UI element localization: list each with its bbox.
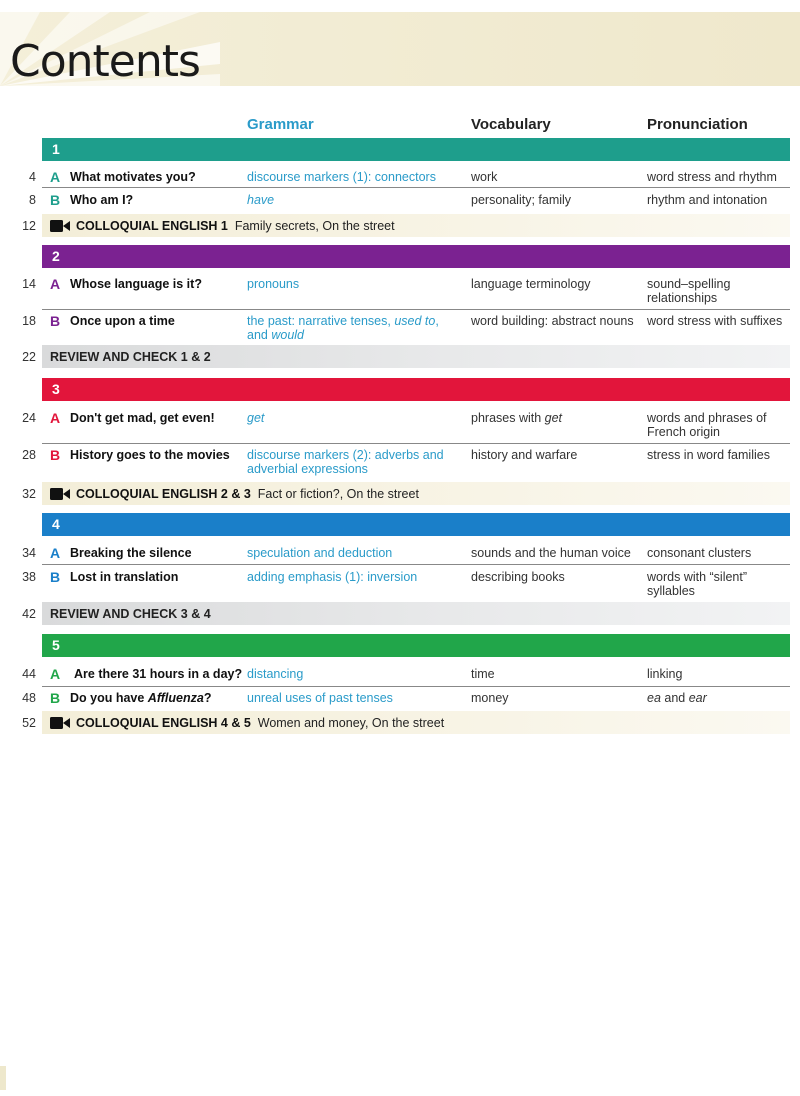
page-number: 38 bbox=[22, 570, 36, 584]
vocabulary-topic: sounds and the human voice bbox=[471, 546, 631, 560]
lesson-letter: B bbox=[50, 313, 61, 329]
pronunciation-topic bbox=[647, 691, 795, 705]
vocabulary-topic: money bbox=[471, 691, 509, 705]
pronunciation-topic: words and phrases of French origin bbox=[647, 411, 767, 439]
video-camera-icon bbox=[50, 220, 70, 232]
vocabulary-topic: language terminology bbox=[471, 277, 591, 291]
row-divider bbox=[42, 564, 790, 565]
grammar-topic: speculation and deduction bbox=[247, 546, 393, 560]
column-header-grammar: Grammar bbox=[247, 116, 314, 133]
colloquial-description: Women and money, On the street bbox=[257, 716, 445, 730]
grammar-text: the past: narrative tenses, bbox=[247, 314, 395, 328]
vocabulary-topic: word building: abstract nouns bbox=[471, 314, 634, 328]
grammar-topic: get bbox=[247, 411, 265, 425]
review-and-check-3-4-strip[interactable]: REVIEW AND CHECK 3 & 4 bbox=[42, 602, 790, 625]
vocabulary-italic-term: get bbox=[544, 411, 563, 425]
pronunciation-topic: consonant clusters bbox=[647, 546, 752, 560]
grammar-topic: unreal uses of past tenses bbox=[247, 691, 393, 705]
grammar-topic bbox=[247, 314, 462, 342]
lesson-title-text: ? bbox=[203, 691, 212, 705]
colloquial-description: Fact or fiction?, On the street bbox=[257, 487, 419, 501]
grammar-topic: discourse markers (1): connectors bbox=[247, 170, 436, 184]
pronunciation-italic-term: ea bbox=[647, 691, 661, 705]
vocabulary-topic: describing books bbox=[471, 570, 565, 584]
colloquial-label: COLLOQUIAL ENGLISH 1 bbox=[76, 219, 228, 233]
colloquial-english-2-3-strip[interactable] bbox=[42, 482, 790, 505]
grammar-topic: distancing bbox=[247, 667, 304, 681]
unit-2-banner[interactable]: 2 bbox=[42, 245, 790, 268]
pronunciation-topic: linking bbox=[647, 667, 683, 681]
vocabulary-topic: work bbox=[471, 170, 498, 184]
pronunciation-topic: word stress and rhythm bbox=[647, 170, 777, 184]
page-title: Contents bbox=[10, 36, 200, 86]
unit-1-banner[interactable]: 1 bbox=[42, 138, 790, 161]
page-edge-mark bbox=[0, 1066, 6, 1090]
lesson-title-italic: Affluenza bbox=[147, 691, 204, 705]
grammar-topic: have bbox=[247, 193, 275, 207]
pronunciation-topic: sound–spelling relationships bbox=[647, 277, 731, 305]
grammar-text: , and bbox=[247, 314, 439, 342]
grammar-topic: adding emphasis (1): inversion bbox=[247, 570, 418, 584]
pronunciation-topic: rhythm and intonation bbox=[647, 193, 768, 207]
colloquial-english-4-5-strip[interactable] bbox=[42, 711, 790, 734]
page-number: 32 bbox=[22, 487, 36, 501]
lesson-letter: A bbox=[50, 666, 61, 682]
lesson-title: What motivates you? bbox=[70, 170, 196, 184]
page-number: 28 bbox=[22, 448, 36, 462]
column-header-vocabulary: Vocabulary bbox=[471, 116, 551, 133]
unit-3-banner[interactable]: 3 bbox=[42, 378, 790, 401]
vocabulary-topic: personality; family bbox=[471, 193, 572, 207]
lesson-title: Lost in translation bbox=[70, 570, 179, 584]
video-camera-icon bbox=[50, 488, 70, 500]
row-divider bbox=[42, 443, 790, 444]
pronunciation-topic: stress in word families bbox=[647, 448, 770, 462]
row-divider bbox=[42, 187, 790, 188]
lesson-title: History goes to the movies bbox=[70, 448, 230, 462]
pronunciation-topic: words with “silent” syllables bbox=[647, 570, 748, 598]
lesson-letter: B bbox=[50, 192, 61, 208]
page-number: 48 bbox=[22, 691, 36, 705]
pronunciation-text: and bbox=[660, 691, 689, 705]
lesson-title: Once upon a time bbox=[70, 314, 175, 328]
lesson-title: Are there 31 hours in a day? bbox=[74, 667, 243, 681]
unit-4-banner[interactable]: 4 bbox=[42, 513, 790, 536]
colloquial-english-1-strip[interactable] bbox=[42, 214, 790, 237]
lesson-letter: A bbox=[50, 410, 61, 426]
vocabulary-text: phrases with bbox=[471, 411, 545, 425]
lesson-title: Breaking the silence bbox=[70, 546, 192, 560]
lesson-title: Whose language is it? bbox=[70, 277, 202, 291]
page-number: 4 bbox=[29, 170, 36, 184]
vocabulary-topic: time bbox=[471, 667, 495, 681]
page-number: 14 bbox=[22, 277, 36, 291]
video-camera-icon bbox=[50, 717, 70, 729]
page-number: 34 bbox=[22, 546, 36, 560]
review-and-check-1-2-strip[interactable]: REVIEW AND CHECK 1 & 2 bbox=[42, 345, 790, 368]
lesson-title: Who am I? bbox=[70, 193, 134, 207]
page-number: 8 bbox=[29, 193, 36, 207]
lesson-letter: B bbox=[50, 447, 61, 463]
page-number: 44 bbox=[22, 667, 36, 681]
page-number: 52 bbox=[22, 716, 36, 730]
page-number: 24 bbox=[22, 411, 36, 425]
row-divider bbox=[42, 686, 790, 687]
pronunciation-topic: word stress with suffixes bbox=[647, 314, 783, 328]
colloquial-description: Family secrets, On the street bbox=[234, 219, 395, 233]
lesson-letter: B bbox=[50, 690, 61, 706]
lesson-title-text: Do you have bbox=[70, 691, 148, 705]
lesson-title bbox=[70, 691, 211, 705]
lesson-title: Don't get mad, get even! bbox=[70, 411, 215, 425]
grammar-topic: pronouns bbox=[247, 277, 300, 291]
lesson-letter: A bbox=[50, 276, 61, 292]
grammar-italic-term: would bbox=[271, 328, 305, 342]
column-header-pronunciation: Pronunciation bbox=[647, 116, 748, 133]
grammar-topic: discourse markers (2): adverbs and adverbial expressions bbox=[247, 448, 444, 476]
grammar-italic-term: used to bbox=[394, 314, 436, 328]
page-number: 12 bbox=[22, 219, 36, 233]
lesson-letter: A bbox=[50, 545, 61, 561]
colloquial-label: COLLOQUIAL ENGLISH 2 & 3 bbox=[76, 487, 251, 501]
page-number: 18 bbox=[22, 314, 36, 328]
colloquial-label: COLLOQUIAL ENGLISH 4 & 5 bbox=[76, 716, 251, 730]
lesson-letter: B bbox=[50, 569, 61, 585]
lesson-letter: A bbox=[50, 169, 61, 185]
page-number: 42 bbox=[22, 607, 36, 621]
row-divider bbox=[42, 309, 790, 310]
pronunciation-italic-term: ear bbox=[688, 691, 707, 705]
unit-5-banner[interactable]: 5 bbox=[42, 634, 790, 657]
vocabulary-topic bbox=[471, 411, 641, 425]
vocabulary-topic: history and warfare bbox=[471, 448, 578, 462]
page-number: 22 bbox=[22, 350, 36, 364]
header-band bbox=[0, 12, 800, 86]
